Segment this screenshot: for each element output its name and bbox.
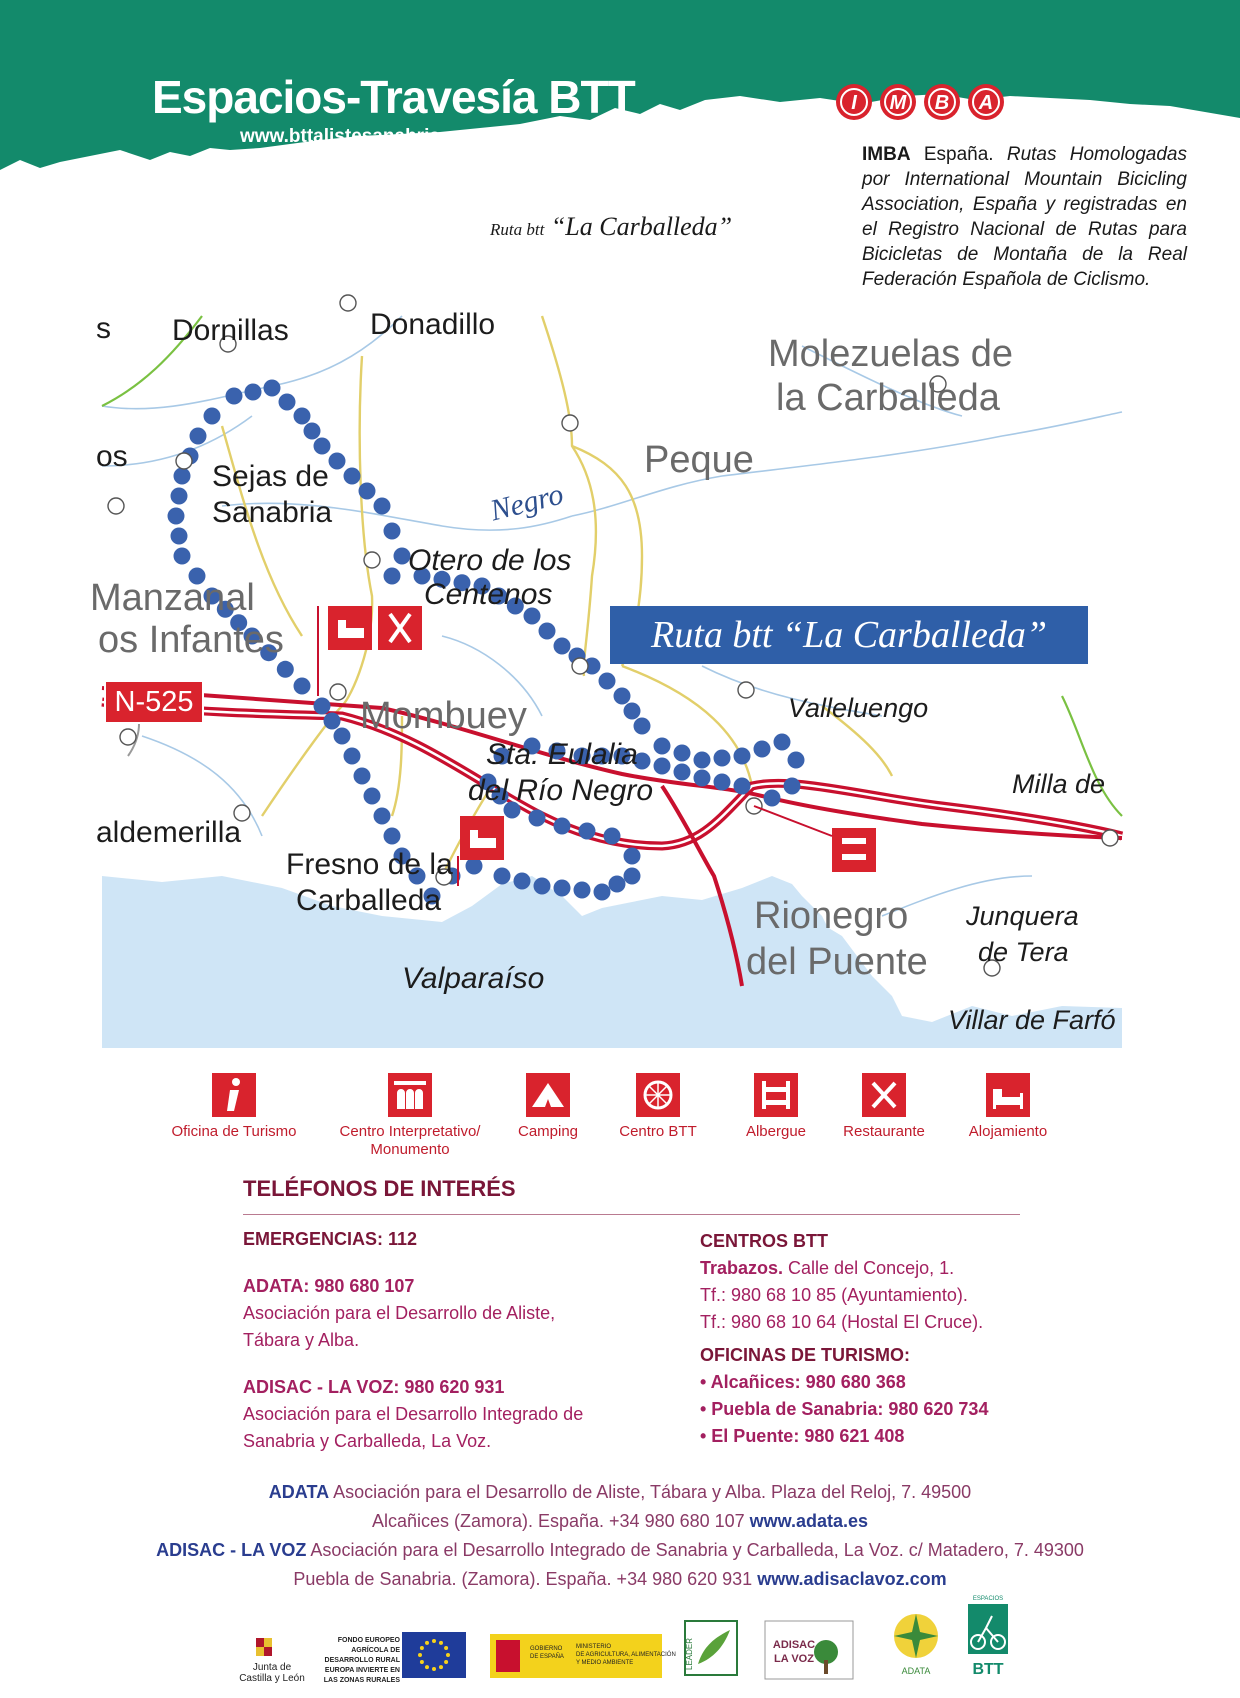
route-dot — [374, 808, 391, 825]
leader-logo — [684, 1620, 738, 1676]
legend-alojamiento — [956, 1073, 1060, 1141]
eu-flag-logo — [402, 1632, 466, 1678]
oficina-puebla: • Puebla de Sanabria: 980 620 734 — [700, 1399, 989, 1419]
place-junquera: Junquera — [966, 901, 1079, 931]
place-sejas-2: Sanabria — [212, 496, 333, 529]
subtitle-name: “La Carballeda” — [550, 212, 733, 241]
btt-logo-text: BTT — [972, 1661, 1004, 1678]
route-dot — [534, 878, 551, 895]
place-valparaiso: Valparaíso — [402, 962, 545, 995]
imba-letter-b: B — [934, 92, 950, 114]
route-dot — [554, 818, 571, 835]
place-fresno-2: Carballeda — [296, 884, 442, 917]
route-dot — [714, 750, 731, 767]
imba-regular: España. — [910, 144, 1007, 165]
bunk-bed-icon — [754, 1073, 798, 1117]
place-valleluengo: Valleluengo — [788, 693, 929, 723]
route-dot — [604, 828, 621, 845]
place-milla: Milla de — [1012, 769, 1106, 799]
route-dot — [754, 741, 771, 758]
ministerio-logo — [490, 1634, 676, 1678]
imba-bold: IMBA — [862, 144, 911, 165]
eu-star — [418, 1653, 422, 1657]
eu-star — [432, 1667, 436, 1671]
place-santa-eulalia-2: del Río Negro — [468, 774, 654, 807]
route-dot — [190, 428, 207, 445]
leader-text: LEADER — [685, 1637, 694, 1670]
marker-peque — [562, 415, 578, 431]
route-dot — [674, 745, 691, 762]
trabazos-tf-2: Tf.: 980 68 10 64 (Hostal El Cruce). — [700, 1312, 984, 1332]
route-dot — [654, 738, 671, 755]
adata-phone: ADATA: 980 680 107 — [243, 1276, 415, 1296]
map-canvas — [102, 316, 1122, 1048]
footer-adata-name: ADATA — [268, 1482, 330, 1502]
place-dornillas: Dornillas — [172, 314, 289, 347]
eu-star — [425, 1665, 429, 1669]
legend-label: Camping — [517, 1123, 579, 1140]
route-dot — [764, 790, 781, 807]
oficina-alcanices: • Alcañices: 980 680 368 — [700, 1372, 906, 1392]
phones-title: TELÉFONOS DE INTERÉS — [243, 1176, 516, 1201]
place-otero: Otero de los — [408, 544, 572, 577]
route-dot — [774, 734, 791, 751]
route-dot — [384, 828, 401, 845]
place-s: s — [96, 312, 111, 345]
route-dot — [344, 468, 361, 485]
adata-desc-2: Tábara y Alba. — [243, 1330, 360, 1350]
route-dot — [277, 661, 294, 678]
eu-star — [444, 1660, 448, 1664]
monument-icon — [388, 1073, 432, 1117]
legend-label: Centro BTT — [619, 1123, 697, 1140]
feader-text-logo — [323, 1632, 402, 1688]
ministerio-line-1: MINISTERIO — [576, 1644, 612, 1650]
marker-donadillo — [340, 295, 356, 311]
route-dot — [314, 438, 331, 455]
place-otero-2: Centenos — [424, 578, 553, 611]
eu-star — [439, 1665, 443, 1669]
adisac-desc-2: Sanabria y Carballeda, La Voz. — [243, 1431, 492, 1451]
subtitle-prefix: Ruta btt — [490, 220, 545, 239]
eu-star — [444, 1646, 448, 1650]
footer-adisac-address-2: Puebla de Sanabria. (Zamora). España. +34 980 620 931 — [293, 1569, 758, 1589]
route-dot — [494, 868, 511, 885]
route-dot — [314, 698, 331, 715]
legend-btt-center — [614, 1073, 702, 1141]
place-manzanal-2: os Infantes — [98, 619, 284, 661]
ministerio-line-3: Y MEDIO AMBIENTE — [576, 1660, 634, 1666]
imba-letter-m: M — [889, 92, 907, 114]
eu-star — [446, 1653, 450, 1657]
route-dot — [594, 884, 611, 901]
espacios-btt-logo — [966, 1592, 1010, 1682]
legend-monument — [328, 1073, 492, 1159]
route-dot — [634, 718, 651, 735]
adata-logo-text: ADATA — [901, 1666, 931, 1676]
legend-label: Oficina de Turismo — [171, 1123, 297, 1140]
route-dot — [384, 523, 401, 540]
route-banner: Ruta btt “La Carballeda” — [610, 606, 1088, 664]
place-mombuey: Mombuey — [360, 695, 527, 737]
site-title: Espacios-Travesía BTT — [152, 71, 635, 123]
legend-label-2: Monumento — [370, 1141, 450, 1158]
route-dot — [174, 468, 191, 485]
route-dot — [529, 810, 546, 827]
river-label: Negro — [486, 477, 567, 528]
route-dot — [364, 788, 381, 805]
route-dot — [329, 453, 346, 470]
place-molezuelas: Molezuelas de — [768, 333, 1014, 375]
marker-mombuey — [330, 684, 346, 700]
fork-knife-icon — [862, 1073, 906, 1117]
marker-sejas — [176, 453, 192, 469]
centros-btt-title: CENTROS BTT — [700, 1231, 828, 1251]
route-dot — [784, 778, 801, 795]
route-dot — [294, 408, 311, 425]
adata-logo — [886, 1600, 946, 1680]
footer-adata — [0, 1478, 1240, 1536]
route-dot — [171, 528, 188, 545]
route-dot — [654, 758, 671, 775]
legend-label: Alojamiento — [968, 1123, 1048, 1140]
route-dot — [599, 673, 616, 690]
adata-desc-1: Asociación para el Desarrollo de Aliste, — [243, 1303, 556, 1323]
route-dot — [466, 858, 483, 875]
phones-divider — [243, 1214, 1020, 1215]
eu-star — [420, 1660, 424, 1664]
place-peque: Peque — [644, 439, 754, 481]
feader-line-5: LAS ZONAS RURALES — [323, 1677, 400, 1684]
place-manzanal: Manzanal — [90, 577, 255, 619]
place-donadillo: Donadillo — [370, 308, 496, 341]
route-map — [90, 308, 1122, 1048]
emergencias: EMERGENCIAS: 112 — [243, 1229, 418, 1249]
route-dot — [609, 876, 626, 893]
route-dot — [171, 488, 188, 505]
place-santa-eulalia: Sta. Eulalia — [486, 738, 638, 771]
phones-right-column — [700, 1228, 988, 1450]
route-dot — [624, 703, 641, 720]
route-dot — [734, 778, 751, 795]
place-rionegro: Rionegro — [754, 895, 909, 937]
route-dot — [554, 880, 571, 897]
route-dot — [714, 774, 731, 791]
legend-albergue — [734, 1073, 818, 1141]
marker-santa-eulalia — [572, 658, 588, 674]
route-dot — [279, 394, 296, 411]
route-dot — [334, 728, 351, 745]
legend-label: Albergue — [745, 1123, 807, 1140]
route-dot — [324, 713, 341, 730]
legend-camping — [508, 1073, 588, 1141]
eu-star — [425, 1641, 429, 1645]
site-url[interactable]: www.bttalistesanabria.es — [240, 126, 467, 147]
route-dot — [539, 623, 556, 640]
ministerio-line-2: DE AGRICULTURA, ALIMENTACIÓN — [576, 1652, 676, 1658]
route-subtitle — [490, 212, 732, 242]
eu-star — [439, 1641, 443, 1645]
route-dot — [624, 848, 641, 865]
place-junquera-2: de Tera — [978, 937, 1069, 967]
route-dot — [304, 423, 321, 440]
bike-wheel-icon — [636, 1073, 680, 1117]
route-dot — [168, 508, 185, 525]
trabazos-tf-1: Tf.: 980 68 10 85 (Ayuntamiento). — [700, 1285, 968, 1305]
route-dot — [294, 678, 311, 695]
feader-line-2: AGRÍCOLA DE — [351, 1647, 400, 1654]
route-dot — [264, 380, 281, 397]
road-label-n525: N-525 — [104, 680, 204, 724]
route-dot — [384, 568, 401, 585]
place-villar: Villar de Farfó — [948, 1005, 1116, 1035]
oficinas-title: OFICINAS DE TURISMO: — [700, 1345, 910, 1365]
map-poi-mombuey — [318, 606, 422, 696]
legend-label: Centro Interpretativo/ — [339, 1123, 481, 1140]
gobierno-line-2: DE ESPAÑA — [530, 1654, 564, 1660]
route-dot — [174, 548, 191, 565]
junta-castilla-leon-logo — [236, 1636, 308, 1686]
jcyl-line-1: Junta de — [252, 1662, 292, 1673]
legend-tourist-office — [164, 1073, 304, 1141]
route-dot — [226, 388, 243, 405]
legend-restaurant — [832, 1073, 936, 1141]
place-os: os — [96, 440, 128, 473]
marker-valleluengo — [738, 682, 754, 698]
route-dot — [374, 498, 391, 515]
route-dot — [344, 748, 361, 765]
footer-adata-url[interactable]: www.adata.es — [749, 1511, 869, 1531]
route-dot — [788, 752, 805, 769]
marker-junquera — [1102, 830, 1118, 846]
route-dot — [694, 770, 711, 787]
route-dot — [245, 384, 262, 401]
feader-line-3: DESARROLLO RURAL — [324, 1657, 400, 1664]
route-dot — [579, 823, 596, 840]
marker-manzanal — [108, 498, 124, 514]
route-dot — [574, 882, 591, 899]
legend-label: Restaurante — [843, 1123, 925, 1140]
route-dot — [514, 873, 531, 890]
eu-star — [420, 1646, 424, 1650]
imba-letter-i: I — [851, 92, 857, 114]
route-dot — [624, 868, 641, 885]
marker-valdemerilla — [120, 729, 136, 745]
phones-left-column — [243, 1226, 583, 1455]
adisac-logo-line-2: LA VOZ — [774, 1653, 814, 1665]
feader-line-4: EUROPA INVIERTE EN — [324, 1667, 400, 1674]
adisac-logo-line-1: ADISAC — [772, 1639, 816, 1651]
footer-adisac — [0, 1536, 1240, 1594]
feader-line-1: FONDO EUROPEO — [337, 1637, 400, 1644]
imba-letter-a: A — [978, 92, 994, 114]
gobierno-line-1: GOBIERNO — [530, 1646, 563, 1652]
eu-star — [432, 1639, 436, 1643]
trabazos-name: Trabazos. — [700, 1258, 784, 1278]
imba-logo — [832, 82, 1012, 122]
jcyl-line-2: Castilla y León — [239, 1673, 305, 1684]
footer-adata-address: Asociación para el Desarrollo de Aliste, Tábara y Alba. Plaza del Reloj, 7. 49500 — [329, 1482, 972, 1502]
place-fresno: Fresno de la — [286, 848, 453, 881]
adisac-la-voz-logo — [764, 1620, 854, 1682]
route-dot — [734, 748, 751, 765]
tent-icon — [526, 1073, 570, 1117]
route-dot — [614, 688, 631, 705]
btt-logo-top: ESPACIOS — [972, 1596, 1004, 1602]
footer-adisac-address: Asociación para el Desarrollo Integrado de Sanabria y Carballeda, La Voz. c/ Matadero, 7. 49300 — [306, 1540, 1084, 1560]
imba-italic: Rutas Homologadas por International Mountain Bicicling Association, España y registradas en el Registro Nacional de Rutas para Bicicletas de Montaña de la Real Federación Española de Ciclismo. — [862, 144, 1187, 290]
route-dot — [554, 638, 571, 655]
place-sejas: Sejas de — [212, 460, 329, 493]
footer-adisac-url[interactable]: www.adisaclavoz.com — [757, 1569, 947, 1589]
route-dot — [694, 752, 711, 769]
route-dot — [359, 483, 376, 500]
place-valdemerilla: aldemerilla — [96, 816, 242, 849]
marker-otero — [364, 552, 380, 568]
adisac-phone: ADISAC - LA VOZ: 980 620 931 — [243, 1377, 505, 1397]
place-molezuelas-2: la Carballeda — [776, 377, 1000, 419]
route-dot — [674, 764, 691, 781]
adisac-desc-1: Asociación para el Desarrollo Integrado de — [243, 1404, 584, 1424]
imba-description — [862, 142, 1187, 292]
oficina-el-puente: • El Puente: 980 621 408 — [700, 1426, 905, 1446]
route-dot — [354, 768, 371, 785]
route-dot — [204, 408, 221, 425]
place-rionegro-2: del Puente — [746, 941, 928, 983]
info-icon — [212, 1073, 256, 1117]
footer-adisac-name: ADISAC - LA VOZ — [156, 1540, 307, 1560]
trabazos-address: Calle del Concejo, 1. — [783, 1258, 955, 1278]
bed-icon — [986, 1073, 1030, 1117]
footer-adata-address-2: Alcañices (Zamora). España. +34 980 680 107 — [371, 1511, 750, 1531]
